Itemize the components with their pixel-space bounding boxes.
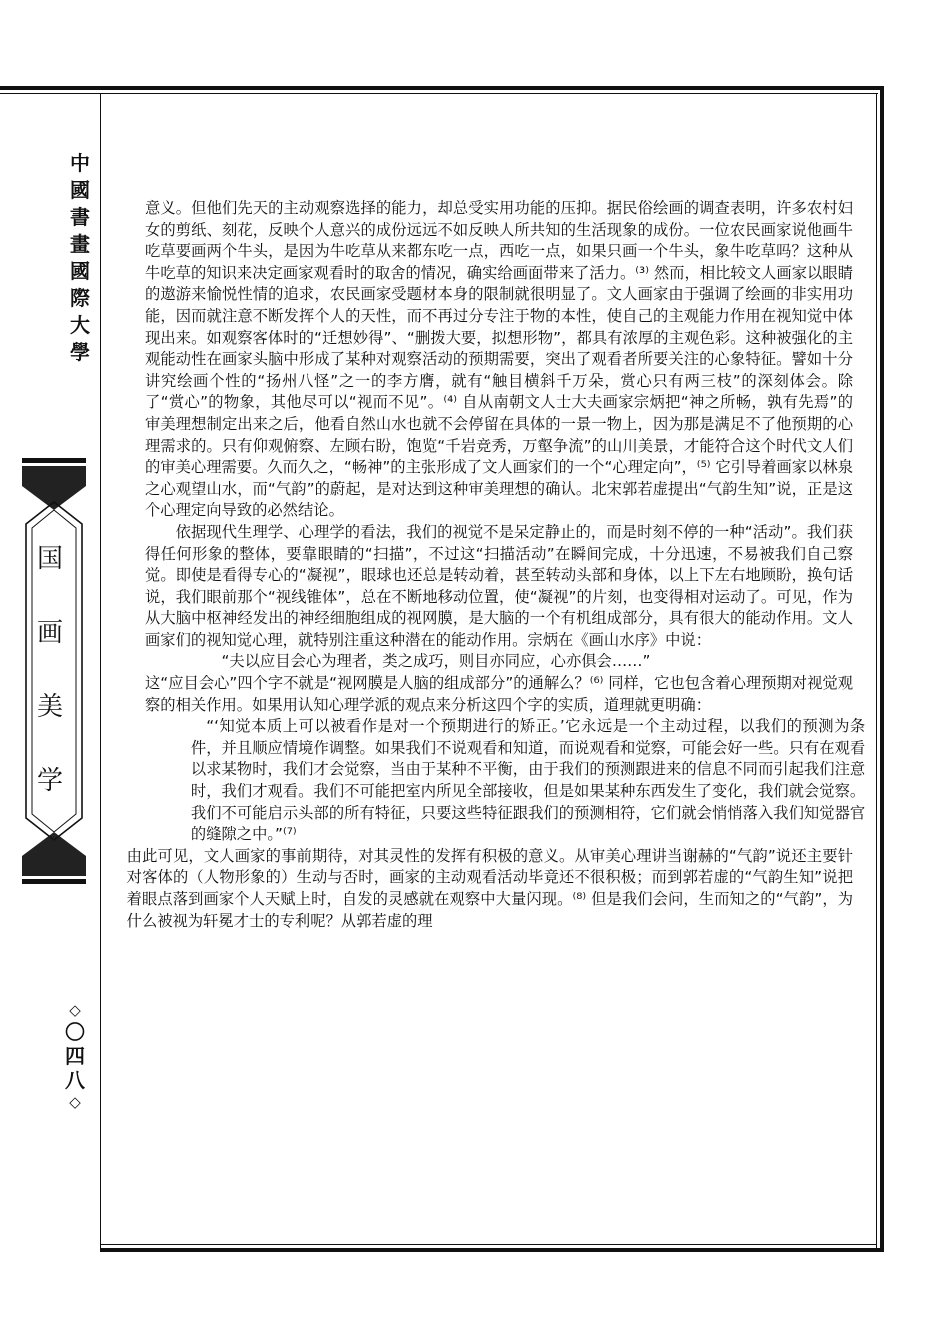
quotation: “夫以应目会心为理者，类之成巧，则目亦同应，心亦俱会……” bbox=[221, 652, 651, 671]
page-frame-bottom-inner-border bbox=[100, 1244, 877, 1245]
page-frame-left-border bbox=[100, 93, 101, 1248]
title-char: 中 bbox=[70, 151, 90, 175]
block-quotation-text: “‘知觉本质上可以被看作是对一个预期进行的矫正。’它永远是一个主动过程，以我们的预测为条件，并且顺应情境作调整。如果我们不说观看和知道，而说观看和觉察，可能会好一些。只有在观看以求某物时，我们才会觉察，当由于某种不平衡，由于我们的预测跟进来的信息不同而引起我们注意时，我们才观看。我们不可能把室内所见全部接收，但是如果某种东西发生了变化，我们就会觉察。我们不可能启示头部的所有特征，只要这些特征跟我们的预测相符，它们就会悄悄落入我们知觉器官的缝隙之中。”⁽⁷⁾ bbox=[190, 717, 866, 844]
title-char: 學 bbox=[70, 340, 90, 364]
page-number-char: 四 bbox=[65, 1044, 85, 1068]
title-char: 畫 bbox=[70, 232, 90, 256]
diamond-icon: ◇ bbox=[69, 1001, 81, 1019]
section-title-vertical bbox=[26, 535, 74, 831]
page-number-char: 八 bbox=[65, 1068, 85, 1092]
section-char: 国 bbox=[36, 544, 63, 574]
section-char: 画 bbox=[36, 618, 63, 648]
title-char: 書 bbox=[70, 205, 90, 229]
diamond-icon: ◇ bbox=[69, 1093, 81, 1111]
section-char: 美 bbox=[36, 692, 63, 722]
title-char: 大 bbox=[70, 313, 90, 337]
body-text bbox=[126, 198, 866, 932]
title-char: 國 bbox=[70, 259, 90, 283]
title-char: 際 bbox=[70, 286, 90, 310]
title-char: 國 bbox=[70, 178, 90, 202]
paragraph: 意义。但他们先天的主动观察选择的能力，却总受实用功能的压抑。据民俗绘画的调查表明，许多农村妇女的剪纸、刻花，反映个人意兴的成份远远不如反映人所共知的生活现象的成份。一位农民画家说他画牛吃草要画两个牛头，是因为牛吃草从来都东吃一点，西吃一点，如果只画一个牛头，象牛吃草吗？这种从牛吃草的知识来决定画家观看时的取舍的情况，确实给画面带来了活力。⁽³⁾ 然而，相比较文人画家以眼睛的遨游来愉悦性情的追求，农民画家受题材本身的限制就很明显了。文人画家由于强调了绘画的非实用功能，因而就注意不断发挥个人的天性，而不再过分专注于物的本性，使自己的主观能力作用在视知觉中体现出来。如观察客体时的“迁想妙得”、“删拨大要，拟想形物”，都具有浓厚的主观色彩。这种被强化的主观能动性在画家头脑中形成了某种对观察活动的预期需要，突出了观看者所要关注的心象特征。譬如十分讲究绘画个性的“扬州八怪”之一的李方膺，就有“触目横斜千万朵，赏心只有两三枝”的深刻体会。除了“赏心”的物象，其他尽可以“视而不见”。⁽⁴⁾ 自从南朝文人士大夫画家宗炳把“神之所畅，孰有先焉”的审美理想制定出来之后，他看自然山水也就不会停留在具体的一景一物上，因为那是满足不了他预期的心理需求的。只有仰观俯察、左顾右盼，饱览“千岩竞秀，万壑争流”的山川美景，才能符合这个时代文人们的审美心理需要。久而久之，“畅神”的主张形成了文人画家们的一个“心理定向”，⁽⁵⁾ 它引导着画家以林泉之心观望山水，而“气韵”的蔚起，是对达到这种审美理想的确认。北宋郭若虚提出“气韵生知”说，正是这个心理定向导致的必然结论。 bbox=[145, 199, 853, 520]
block-quotation bbox=[176, 716, 866, 846]
page-number bbox=[60, 1000, 90, 1112]
page-number-char: 〇 bbox=[65, 1020, 85, 1044]
page-frame-top-inner-border bbox=[0, 93, 878, 94]
sidebar-university-title bbox=[62, 150, 98, 366]
page-frame-bottom-border bbox=[100, 1248, 884, 1252]
paragraph: 由此可见，文人画家的事前期待，对其灵性的发挥有积极的意义。从审美心理讲当谢赫的“气韵”说还主要针对客体的（人物形象的）生动与否时，画家的主动观看活动毕竟还不很积极；而到郭若虚的“气韵生知”说把着眼点落到画家个人天赋上时，自发的灵感就在观察中大量闪现。⁽⁸⁾ 但是我们会问，生而知之的“气韵”，为什么被视为轩冕才士的专利呢？从郭若虚的理 bbox=[126, 846, 853, 930]
page-frame-right-inner-border bbox=[876, 93, 877, 1248]
page-frame-top-border bbox=[0, 86, 884, 90]
paragraph: 依据现代生理学、心理学的看法，我们的视觉不是呆定静止的，而是时刻不停的一种“活动”。我们获得任何形象的整体，要靠眼睛的“扫描”，不过这“扫描活动”在瞬间完成，十分迅速，不易被我们自己察觉。即使是看得专心的“凝视”，眼球也还总是转动着，甚至转动头部和身体，以上下左右地顾盼，换句话说，我们眼前那个“视线锥体”，总在不断地移动位置，使“凝视”的片刻，也变得相对运动了。可见，作为从大脑中枢神经发出的神经细胞组成的视网膜，是大脑的一个有机组成部分，具有很大的能动作用。文人画家们的视知觉心理，就特别注重这种潜在的能动作用。宗炳在《画山水序》中说： bbox=[145, 522, 853, 649]
page-frame-right-border bbox=[880, 86, 884, 1252]
paragraph: 这“应目会心”四个字不就是“视网膜是人脑的组成部分”的通解么？⁽⁶⁾ 同样，它也包含着心理预期对视觉观察的相关作用。如果用认知心理学派的观点来分析这四个字的实质，道理就更明确： bbox=[145, 674, 853, 714]
section-char: 学 bbox=[36, 766, 63, 796]
